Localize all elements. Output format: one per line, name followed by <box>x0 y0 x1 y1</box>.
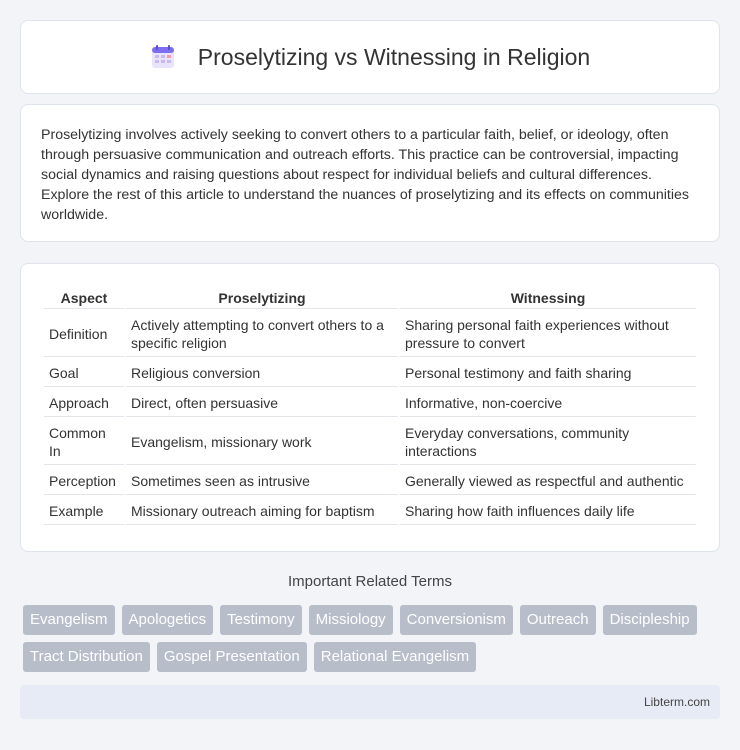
footer <box>20 685 720 719</box>
row-aspect: Perception <box>44 467 124 495</box>
comparison-table <box>42 284 698 527</box>
row-proselytizing: Religious conversion <box>126 359 398 387</box>
row-proselytizing: Missionary outreach aiming for baptism <box>126 497 398 525</box>
table-row <box>44 497 696 525</box>
calendar-icon <box>150 44 176 70</box>
title-card <box>20 20 720 94</box>
header-witnessing: Witnessing <box>400 286 696 309</box>
row-aspect: Example <box>44 497 124 525</box>
header-proselytizing: Proselytizing <box>126 286 398 309</box>
related-terms-title: Important Related Terms <box>288 573 452 590</box>
tag-testimony[interactable]: Testimony <box>220 605 302 635</box>
table-row <box>44 467 696 495</box>
tag-missiology[interactable]: Missiology <box>309 605 393 635</box>
table-row <box>44 359 696 387</box>
row-aspect: Definition <box>44 311 124 357</box>
row-witnessing: Informative, non-coercive <box>400 389 696 417</box>
tag-tract-distribution[interactable]: Tract Distribution <box>23 642 150 672</box>
table-header-row <box>44 286 696 309</box>
row-witnessing: Generally viewed as respectful and authentic <box>400 467 696 495</box>
row-proselytizing: Evangelism, missionary work <box>126 419 398 465</box>
tag-conversionism[interactable]: Conversionism <box>400 605 513 635</box>
tag-discipleship[interactable]: Discipleship <box>603 605 697 635</box>
row-witnessing: Personal testimony and faith sharing <box>400 359 696 387</box>
row-proselytizing: Direct, often persuasive <box>126 389 398 417</box>
footer-site-link[interactable]: Libterm.com <box>643 695 710 709</box>
row-witnessing: Sharing personal faith experiences without pressure to convert <box>400 311 696 357</box>
row-proselytizing: Actively attempting to convert others to a specific religion <box>126 311 398 357</box>
tag-outreach[interactable]: Outreach <box>520 605 596 635</box>
table-row <box>44 389 696 417</box>
intro-text: Proselytizing involves actively seeking to convert others to a particular faith, belief, or ideology, often through persuasive communication and outreach efforts. This practice can be controversial, impacting social dynamics and raising questions about respect for individual beliefs and cultural differences. Explore the rest of this article to understand the nuances of proselytizing and its effects on communities worldwide. <box>41 127 689 223</box>
tag-gospel-presentation[interactable]: Gospel Presentation <box>157 642 307 672</box>
page-title: Proselytizing vs Witnessing in Religion <box>197 43 591 70</box>
row-aspect: Goal <box>44 359 124 387</box>
table-row <box>44 311 696 357</box>
tag-evangelism[interactable]: Evangelism <box>23 605 115 635</box>
comparison-card <box>20 263 720 552</box>
header-aspect: Aspect <box>44 286 124 309</box>
row-aspect: Common In <box>44 419 124 465</box>
tag-relational-evangelism[interactable]: Relational Evangelism <box>314 642 476 672</box>
row-witnessing: Sharing how faith influences daily life <box>400 497 696 525</box>
related-terms-list <box>23 605 713 679</box>
row-aspect: Approach <box>44 389 124 417</box>
intro-card <box>20 104 720 242</box>
row-witnessing: Everyday conversations, community interactions <box>400 419 696 465</box>
table-row <box>44 419 696 465</box>
tag-apologetics[interactable]: Apologetics <box>122 605 214 635</box>
row-proselytizing: Sometimes seen as intrusive <box>126 467 398 495</box>
